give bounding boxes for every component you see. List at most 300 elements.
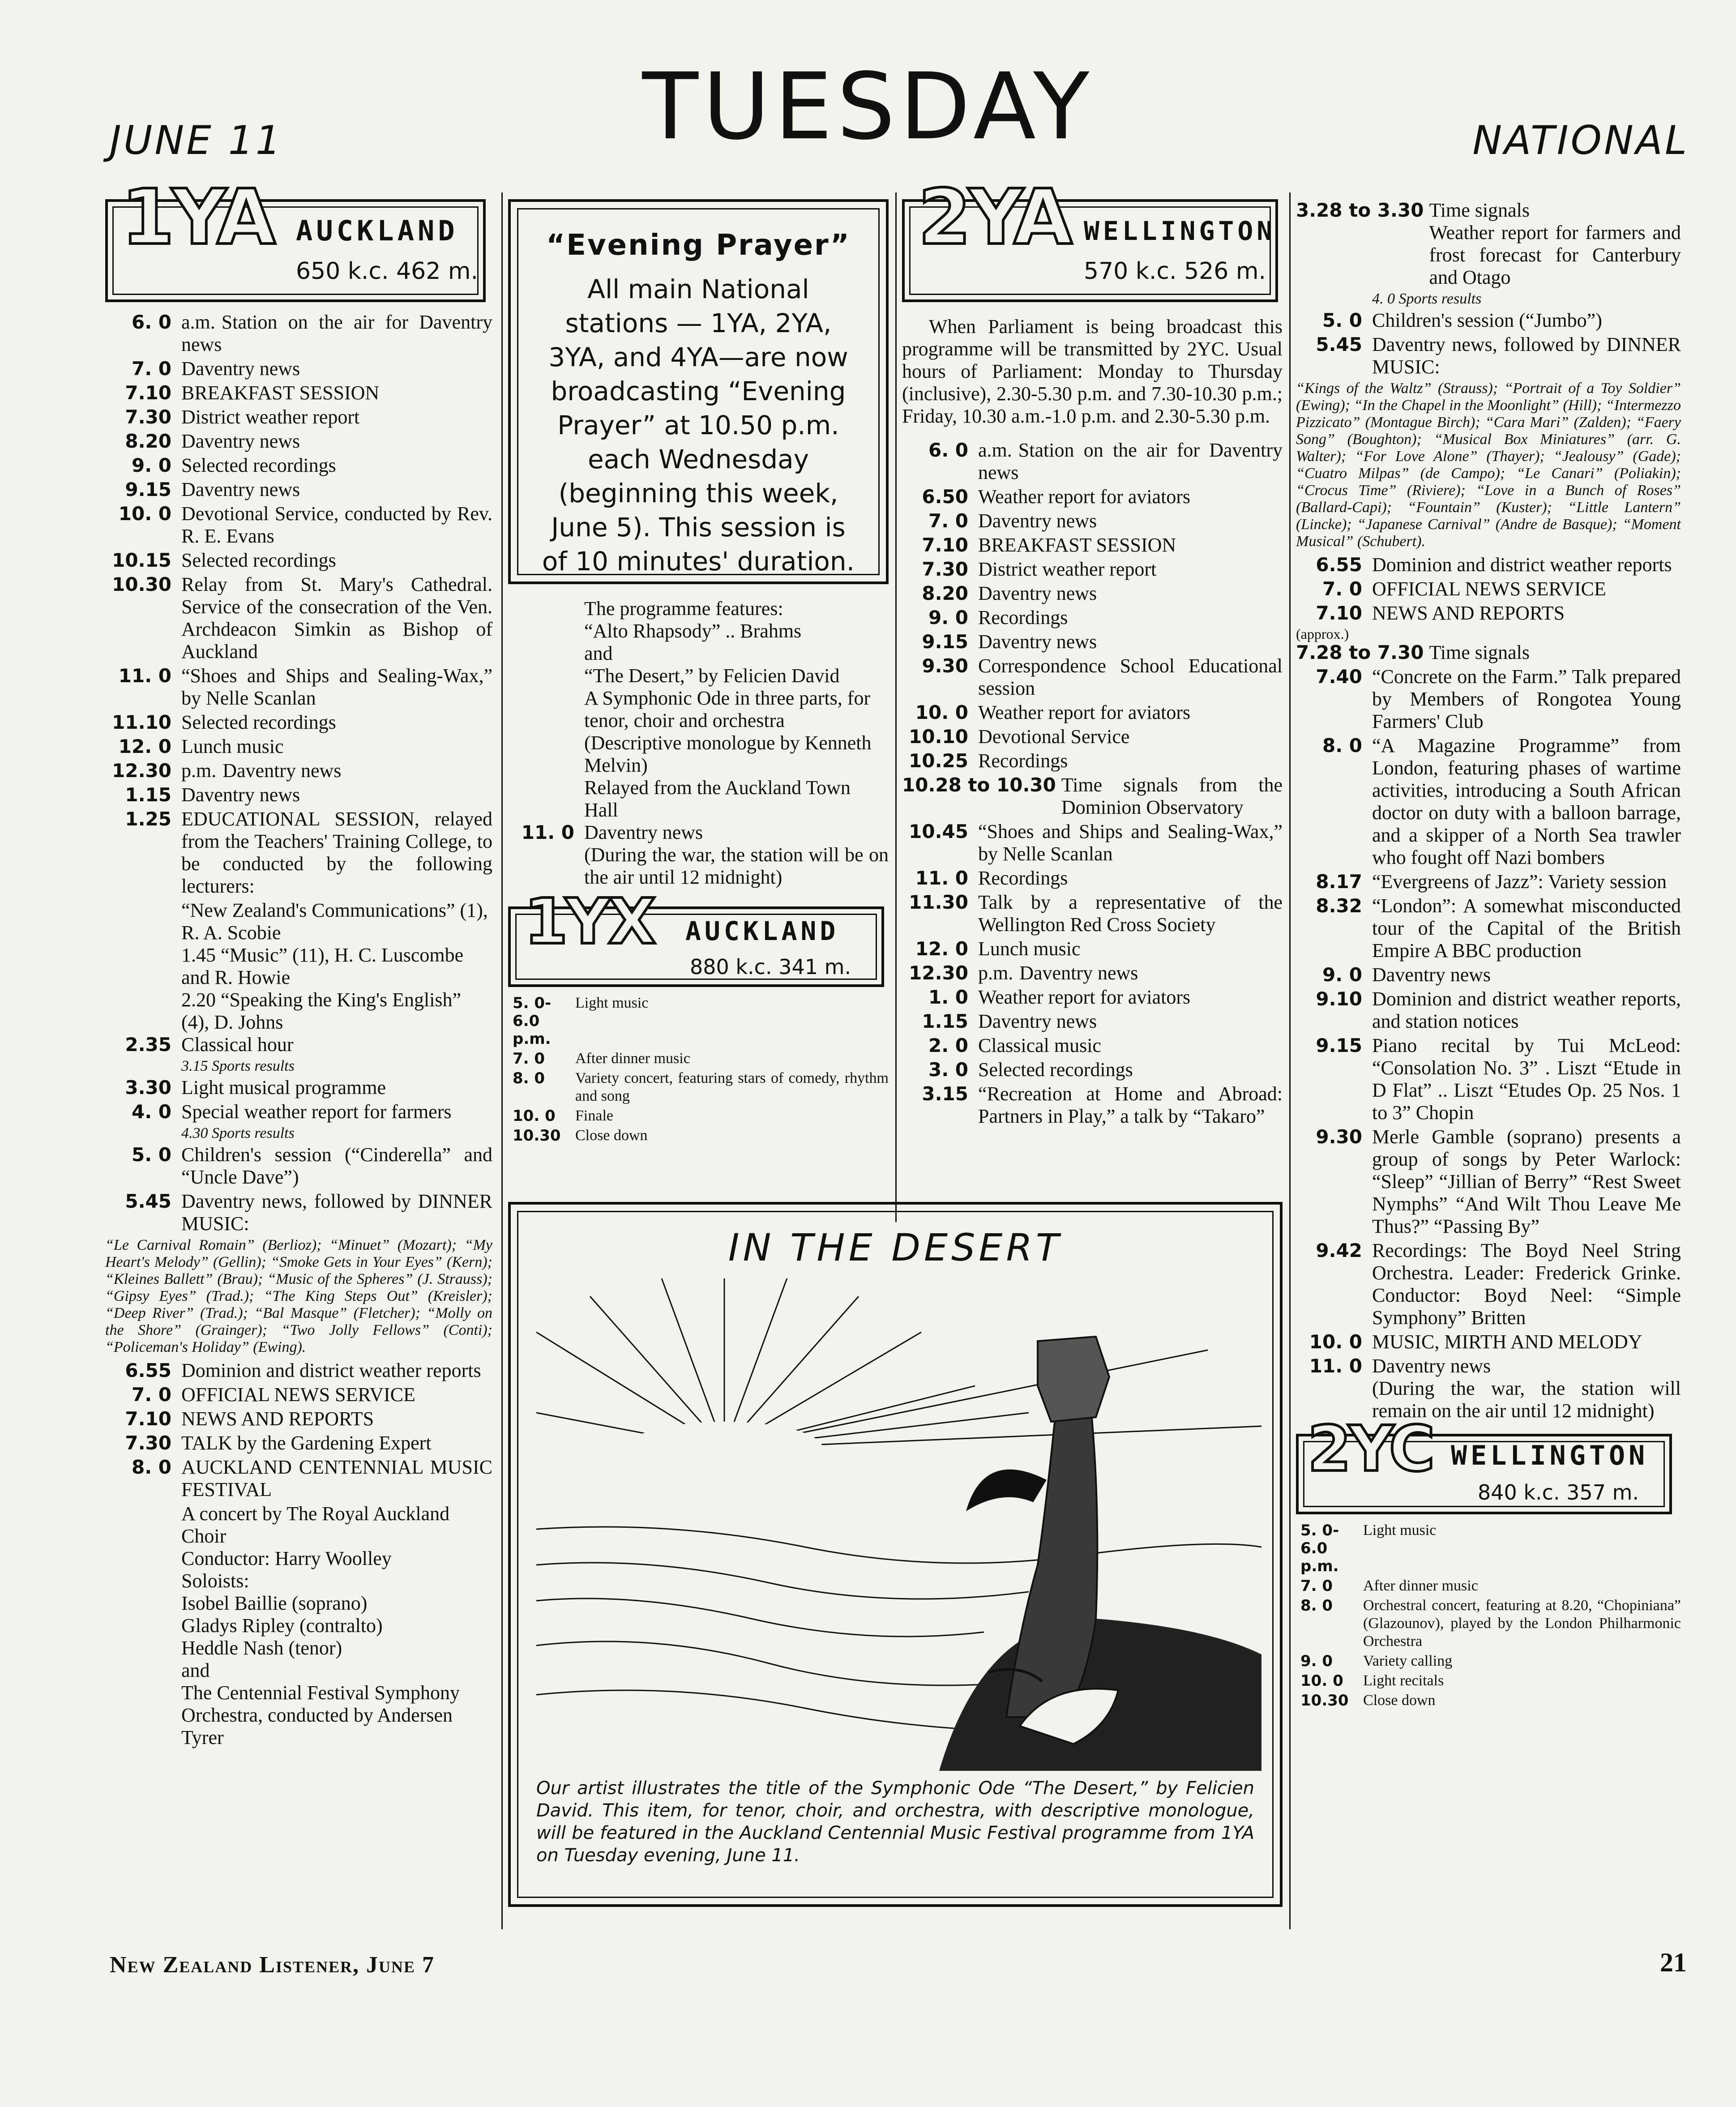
schedule-entry xyxy=(902,582,1283,605)
entry-description xyxy=(1372,1355,1681,1422)
entry-description xyxy=(978,1059,1283,1081)
entry-time: 12.30 xyxy=(909,962,968,984)
evening-prayer-title: “Evening Prayer” xyxy=(546,229,851,262)
schedule-entry xyxy=(1296,1652,1681,1670)
feature-line: (Descriptive monologue by Kenneth Melvin) xyxy=(584,732,872,776)
entry-text: Recordings xyxy=(978,607,1068,628)
entry-text: Daventry news xyxy=(1019,962,1138,984)
entry-description xyxy=(181,549,492,572)
entry-text: Selected recordings xyxy=(181,711,336,733)
entry-time: 7. 0 xyxy=(513,1050,545,1068)
entry-text: Daventry news, followed by DINNER MUSIC: xyxy=(1372,333,1681,378)
entry-time: 2. 0 xyxy=(928,1034,968,1056)
twoyc-logo xyxy=(1296,1413,1672,1514)
schedule-entry xyxy=(902,750,1283,772)
entry-time: 9.42 xyxy=(1316,1239,1362,1261)
entry-text: “Shoes and Ships and Sealing-Wax,” by Nelle Scanlan xyxy=(978,821,1283,865)
schedule-entry xyxy=(105,711,492,734)
entry-time: 6.55 xyxy=(125,1359,171,1381)
entry-time: 6.55 xyxy=(1316,554,1362,576)
entry-time: 9. 0 xyxy=(1300,1652,1333,1670)
schedule-entry xyxy=(902,534,1283,556)
entry-subnote: 4.30 Sports results xyxy=(181,1125,295,1141)
schedule-entry xyxy=(105,430,492,453)
entry-description xyxy=(1372,964,1681,986)
entry-time: 10. 0 xyxy=(118,503,171,525)
schedule-entry xyxy=(1296,1692,1681,1710)
entry-text: Daventry news xyxy=(181,358,300,380)
entry-description xyxy=(181,382,492,404)
entry-description xyxy=(978,962,1283,984)
entry-description xyxy=(1372,895,1681,962)
parliament-note: When Parliament is being broadcast this programme will be transmitted by 2YC. Usual hours of Parliament: Monday to Thursday (inclusive), 2.30-5.30 p.m. and 7.30-10.30 p.m.; Friday, 10.30 a.m.-1.0 p.m. and 2.30-5.30 p.m. xyxy=(902,316,1283,427)
entry-description xyxy=(181,665,492,709)
twoyc-city: WELLINGTON xyxy=(1451,1440,1649,1471)
schedule-entry xyxy=(1296,1331,1681,1353)
schedule-entry xyxy=(105,1077,492,1099)
entry-text: “Evergreens of Jazz”: Variety session xyxy=(1372,871,1667,893)
page-number: 21 xyxy=(1660,1948,1687,1977)
schedule-entry xyxy=(1296,309,1681,332)
entry-subnote: 4. 0 Sports results xyxy=(1372,291,1482,307)
schedule-entry xyxy=(1296,1577,1681,1595)
entry-text: Classical music xyxy=(978,1034,1101,1056)
schedule-entry xyxy=(902,655,1283,700)
in-the-desert-box xyxy=(508,1202,1283,1907)
iya-schedule-evening xyxy=(105,1359,492,1501)
entry-description xyxy=(1372,871,1681,893)
schedule-entry xyxy=(1296,1597,1681,1650)
entry-description xyxy=(181,406,492,428)
entry-description xyxy=(1372,1034,1681,1124)
festival-line: and xyxy=(181,1659,210,1681)
entry-text: OFFICIAL NEWS SERVICE xyxy=(1372,578,1606,600)
entry-time: 5. 0-6.0 p.m. xyxy=(1300,1521,1339,1575)
entry-text: Selected recordings xyxy=(181,454,336,476)
entry-description xyxy=(575,994,889,1048)
iya-call-sign: 1YA xyxy=(121,173,273,262)
entry-description xyxy=(1372,333,1681,378)
entry-time: 5.45 xyxy=(125,1190,171,1212)
lecture-line: 1.45 “Music” (11), H. C. Luscombe and R. Howie xyxy=(181,944,464,988)
entry-text: Weather report for aviators xyxy=(978,986,1191,1008)
entry-text: Lunch music xyxy=(978,938,1081,960)
entry-text: Selected recordings xyxy=(181,549,336,571)
entry-time: 3.15 xyxy=(922,1083,968,1105)
schedule-entry xyxy=(902,867,1283,889)
entry-text: Daventry news xyxy=(222,760,342,782)
entry-text: Daventry news xyxy=(978,1010,1097,1032)
entry-description xyxy=(1363,1692,1681,1710)
twoya-frequency: 570 k.c. 526 m. xyxy=(1084,258,1266,285)
entry-time: 9. 0 xyxy=(1322,964,1362,986)
entry-text: Close down xyxy=(575,1127,648,1144)
entry-text: Station on the air for Daventry news xyxy=(978,439,1283,483)
schedule-entry xyxy=(105,1359,492,1382)
lecture-line: 2.20 “Speaking the King's English” (4), D. Johns xyxy=(181,989,462,1033)
entry-time: 10.30 xyxy=(513,1127,561,1145)
entry-time: 9.30 xyxy=(1316,1126,1362,1148)
entry-time: 8. 0 xyxy=(1322,735,1362,756)
entry-description xyxy=(1372,309,1681,332)
entry-description xyxy=(1372,735,1681,869)
entry-time: 12. 0 xyxy=(915,938,968,960)
entry-time: 8.20 xyxy=(922,582,968,604)
entry-time: 9.10 xyxy=(1316,988,1362,1010)
entry-description xyxy=(978,534,1283,556)
twoya-dinner-music: “Kings of the Waltz” (Strauss); “Portrait of a Toy Soldier” (Ewing); “In the Chapel in the Moonlight” (Hill); “Intermezzo Pizzicato” (Montague Birch); “Cara Mari” (Zalden); “Faery Song” (Boughton); “Musical Box Miniatures” (arr. G. Walter); “For Love Alone” (Thayer); “Jealousy” (Gade); “Cuatro Milpas” (de Campo); “Le Canari” (Poliakin); “Crocus Time” (Riviere); “Love in a Bunch of Roses” (Ballard-Capi); “Fountain” (Kuster); “Little Lantern” (Lincke); “Japanese Carnival” (Andre de Basque); “Moment Musical” (Schubert). xyxy=(1296,380,1681,550)
schedule-entry xyxy=(902,986,1283,1009)
entry-text: Daventry news xyxy=(181,430,300,452)
entry-text: Lunch music xyxy=(181,735,284,757)
festival-line: Conductor: Harry Woolley xyxy=(181,1547,392,1569)
festival-line: Soloists: xyxy=(181,1570,249,1592)
features-list xyxy=(584,620,889,821)
schedule-entry xyxy=(902,821,1283,865)
entry-time: 1.15 xyxy=(125,784,171,806)
schedule-entry xyxy=(1296,1521,1681,1575)
entry-text: Weather report for aviators xyxy=(978,486,1191,508)
entry-text: Orchestral concert, featuring at 8.20, “Chopiniana” (Glazounov), played by the London Philharmonic Orchestra xyxy=(1363,1597,1681,1650)
twoya-evening-schedule xyxy=(1296,554,1681,1422)
desert-illustration xyxy=(536,1278,1261,1771)
entry-time: 11. 0 xyxy=(1309,1355,1362,1377)
festival-line: A concert by The Royal Auckland Choir xyxy=(181,1503,450,1547)
schedule-entry xyxy=(902,701,1283,724)
feature-line: “Alto Rhapsody” .. Brahms xyxy=(584,620,802,642)
entry-text: District weather report xyxy=(181,406,360,428)
feature-line: Relayed from the Auckland Town Hall xyxy=(584,777,851,821)
iya-frequency: 650 k.c. 462 m. xyxy=(296,258,479,285)
schedule-entry xyxy=(105,382,492,404)
entry-description xyxy=(1429,199,1681,289)
entry-text: TALK by the Gardening Expert xyxy=(181,1432,432,1454)
entry-text: After dinner music xyxy=(575,1050,690,1067)
schedule-entry xyxy=(1296,641,1681,664)
schedule-entry xyxy=(1296,871,1681,893)
schedule-entry xyxy=(1296,895,1681,962)
schedule-entry xyxy=(508,1107,889,1125)
entry-description xyxy=(181,1190,492,1235)
entry-time: 6. 0 xyxy=(131,311,171,333)
entry-text: Daventry news xyxy=(1372,1355,1491,1377)
entry-text: District weather report xyxy=(978,558,1157,580)
entry-description xyxy=(978,938,1283,960)
entry-description xyxy=(978,891,1283,936)
entry-text: Dominion and district weather reports, and station notices xyxy=(1372,988,1681,1032)
twoya-city: WELLINGTON xyxy=(1084,216,1276,246)
schedule-entry xyxy=(105,479,492,501)
entry-time: 7.40 xyxy=(1316,666,1362,688)
entry-description xyxy=(978,439,1283,484)
entry-description xyxy=(575,1050,889,1068)
entry-description xyxy=(181,503,492,547)
desert-title: IN THE DESERT xyxy=(728,1226,1063,1269)
iyx-schedule xyxy=(508,994,889,1145)
column-rule xyxy=(501,192,503,1929)
entry-time: 7.10 xyxy=(1316,602,1362,624)
entry-text: Piano recital by Tui McLeod: “Consolation No. 3” . Liszt “Etude in D Flat” .. Liszt “Etudes Op. 25 Nos. 1 to 3” Chopin xyxy=(1372,1034,1681,1124)
schedule-entry xyxy=(105,573,492,663)
schedule-entry xyxy=(1296,1672,1681,1690)
iyx-logo xyxy=(508,885,884,987)
entry-time: 10.10 xyxy=(909,726,968,748)
schedule-entry xyxy=(508,994,889,1048)
entry-time: 9. 0 xyxy=(928,607,968,628)
festival-line: Gladys Ripley (contralto) xyxy=(181,1615,383,1637)
entry-time: 8. 0 xyxy=(131,1456,171,1478)
entry-time: 5. 0 xyxy=(1322,309,1362,331)
entry-text: Special weather report for farmers xyxy=(181,1101,452,1123)
entry-text: BREAKFAST SESSION xyxy=(978,534,1176,556)
entry-text: “London”: A somewhat misconducted tour of the Capital of the British Empire A BBC production xyxy=(1372,895,1681,962)
entry-time: 10.15 xyxy=(112,549,171,571)
entry-text: Devotional Service, conducted by Rev. R. E. Evans xyxy=(181,503,492,547)
schedule-entry xyxy=(902,774,1283,819)
entry-description xyxy=(978,821,1283,865)
schedule-entry xyxy=(1296,1355,1681,1422)
entry-description xyxy=(181,1077,492,1099)
twoya-logo xyxy=(902,173,1278,302)
entry-description xyxy=(1372,1331,1681,1353)
schedule-entry xyxy=(1296,199,1681,289)
schedule-entry xyxy=(1296,333,1681,378)
entry-time: 10.30 xyxy=(112,573,171,595)
entry-time: 7.10 xyxy=(125,1408,171,1430)
footer-publication: New Zealand Listener, June 7 xyxy=(110,1952,435,1978)
evening-prayer-box xyxy=(508,199,889,584)
entry-time: 7.30 xyxy=(922,558,968,580)
entry-text: Dominion and district weather reports xyxy=(181,1359,481,1381)
entry-time: 3. 0 xyxy=(928,1059,968,1081)
entry-description xyxy=(181,711,492,734)
entry-text: NEWS AND REPORTS xyxy=(1372,602,1565,624)
entry-time: 10. 0 xyxy=(513,1107,556,1125)
entry-time: 9. 0 xyxy=(131,454,171,476)
entry-description xyxy=(181,311,492,356)
entry-text: Selected recordings xyxy=(978,1059,1133,1081)
entry-time-suffix: p.m. xyxy=(978,962,1013,984)
entry-text: “A Magazine Programme” from London, featuring phases of wartime activities, introducing a South African doctor on duty with a balloon barrage, and a skipper of a North Sea trawler who fought off Nazi bombers xyxy=(1372,735,1681,868)
evening-prayer-body: All main National stations — 1YA, 2YA, 3YA, and 4YA—are now broadcasting “Evening Prayer” at 10.50 p.m. each Wednesday (beginning this week, June 5). This session is of 10 minutes' duration. xyxy=(542,274,855,577)
schedule-entry xyxy=(105,358,492,380)
entry-text: Variety calling xyxy=(1363,1653,1453,1669)
schedule-entry xyxy=(1296,1126,1681,1238)
entry-text: Relay from St. Mary's Cathedral. Service of the consecration of the Ven. Archdeacon Simkin as Bishop of Auckland xyxy=(181,573,492,662)
entry-subnote: 3.15 Sports results xyxy=(181,1058,295,1074)
entry-time: 8.20 xyxy=(125,430,171,452)
schedule-entry xyxy=(902,631,1283,653)
schedule-entry xyxy=(902,962,1283,984)
entry-text: Recordings: The Boyd Neel String Orchestra. Leader: Frederick Grinke. Conductor: Boyd Neel: “Simple Symphony” Britten xyxy=(1372,1239,1681,1329)
iya-dinner-music: “Le Carnival Romain” (Berlioz); “Minuet” (Mozart); “My Heart's Melody” (Gellin); “Smoke Gets in Your Eyes” (Kern); “Kleines Ballett” (Brau); “Music of the Spheres” (J. Strauss); “Gipsy Eyes” (Trad.); “The King Steps Out” (Kreisler); “Deep River” (Trad.); “Bal Masque” (Fletcher); “Molly on the Shore” (Grainger); “Two Jolly Fellows” (Conti); “Policeman's Holiday” (Ewing). xyxy=(105,1237,492,1355)
schedule-entry xyxy=(1296,554,1681,576)
desert-caption: Our artist illustrates the title of the Symphonic Ode “The Desert,” by Felicien David. This item, for tenor, choir, and orchestra, with descriptive monologue, will be featured in the Auckland Centennial Music Festival programme from 1YA on Tuesday evening, June 11. xyxy=(536,1778,1254,1866)
entry-description xyxy=(1429,641,1681,664)
schedule-entry xyxy=(902,439,1283,484)
page-day-title: TUESDAY xyxy=(642,54,1094,160)
entry-text: Light music xyxy=(1363,1522,1437,1539)
entry-time: 6. 0 xyxy=(928,439,968,461)
entry-time: 11. 0 xyxy=(118,665,171,687)
schedule-entry xyxy=(902,1034,1283,1057)
twoya-column xyxy=(902,173,1283,1129)
entry-time: 7. 0 xyxy=(928,510,968,532)
entry-text: Recordings xyxy=(978,750,1068,772)
entry-text: Daventry news xyxy=(978,510,1097,532)
entry-text: Children's session (“Jumbo”) xyxy=(1372,309,1602,331)
entry-text: Correspondence School Educational session xyxy=(978,655,1283,699)
entry-text: OFFICIAL NEWS SERVICE xyxy=(181,1384,415,1406)
entry-time: 7.10 xyxy=(922,534,968,556)
entry-description xyxy=(181,1034,492,1056)
twoyc-frequency: 840 k.c. 357 m. xyxy=(1478,1480,1639,1504)
schedule-entry xyxy=(1296,578,1681,600)
entry-description xyxy=(181,1456,492,1501)
schedule-entry xyxy=(1296,964,1681,986)
entry-description xyxy=(978,486,1283,508)
feature-line: “The Desert,” by Felicien David xyxy=(584,665,840,687)
entry-text: Daventry news xyxy=(978,582,1097,604)
schedule-entry xyxy=(902,891,1283,936)
entry-time: 9.15 xyxy=(1316,1034,1362,1056)
iya-lectures xyxy=(105,899,492,1034)
entry-description xyxy=(978,1034,1283,1057)
schedule-entry xyxy=(902,938,1283,960)
entry-time: 7.30 xyxy=(125,1432,171,1454)
schedule-entry xyxy=(105,808,492,898)
entry-time: 10.30 xyxy=(1300,1692,1349,1710)
column-rule xyxy=(1289,192,1291,1929)
entry-time: 3.28 to 3.30 xyxy=(1296,199,1424,221)
entry-text: Daventry news xyxy=(181,479,300,500)
schedule-entry xyxy=(1296,735,1681,869)
entry-description xyxy=(181,1144,492,1188)
entry-text: Weather report for aviators xyxy=(978,701,1191,723)
entry-text: Dominion and district weather reports xyxy=(1372,554,1672,576)
entry-description xyxy=(575,1069,889,1105)
entry-time: 5. 0 xyxy=(131,1144,171,1166)
entry-time: 7.10 xyxy=(125,382,171,404)
entry-text: Variety concert, featuring stars of comedy, rhythm and song xyxy=(575,1070,889,1104)
entry-description xyxy=(978,607,1283,629)
entry-description xyxy=(181,735,492,758)
schedule-entry xyxy=(1296,988,1681,1033)
entry-description xyxy=(978,582,1283,605)
entry-text: Daventry news, followed by DINNER MUSIC: xyxy=(181,1190,492,1235)
entry-description xyxy=(1372,602,1681,624)
entry-description xyxy=(1372,1126,1681,1238)
entry-time: 10.28 to 10.30 xyxy=(902,774,1056,796)
approx-note: (approx.) xyxy=(1296,626,1349,642)
entry-description xyxy=(1363,1597,1681,1650)
entry-description xyxy=(978,701,1283,724)
page-date: JUNE 11 xyxy=(110,117,283,163)
entry-time: 10.25 xyxy=(909,750,968,772)
schedule-entry xyxy=(105,1101,492,1123)
entry-description xyxy=(978,631,1283,653)
entry-description xyxy=(181,808,492,898)
twoyc-call-sign: 2YC xyxy=(1308,1413,1432,1486)
entry-time: 9.15 xyxy=(922,631,968,653)
entry-description xyxy=(181,760,492,782)
schedule-entry xyxy=(508,1127,889,1145)
entry-description xyxy=(1363,1672,1681,1690)
entry-continuation: (During the war, the station will remain on the air until 12 midnight) xyxy=(1372,1377,1681,1422)
schedule-entry xyxy=(105,1144,492,1188)
service-label: NATIONAL xyxy=(1472,117,1689,163)
entry-text: Finale xyxy=(575,1107,613,1124)
entry-time: 8.32 xyxy=(1316,895,1362,917)
schedule-entry xyxy=(1296,1239,1681,1329)
schedule-entry xyxy=(105,503,492,547)
schedule-entry xyxy=(508,1069,889,1105)
entry-description xyxy=(1372,666,1681,733)
entry-time: 7. 0 xyxy=(131,358,171,380)
twoya-afternoon-schedule xyxy=(1296,199,1681,378)
entry-text: Time signals xyxy=(1429,199,1530,221)
entry-description xyxy=(978,558,1283,581)
entry-text: Station on the air for Daventry news xyxy=(181,311,492,355)
entry-description xyxy=(978,867,1283,889)
festival-line: Heddle Nash (tenor) xyxy=(181,1637,342,1659)
entry-description xyxy=(181,1359,492,1382)
entry-description xyxy=(978,726,1283,748)
entry-description xyxy=(978,1083,1283,1128)
schedule-entry xyxy=(902,510,1283,532)
entry-time-suffix: a.m. xyxy=(978,439,1012,461)
schedule-entry xyxy=(105,1408,492,1430)
schedule-entry xyxy=(1296,1034,1681,1124)
entry-text: Daventry news xyxy=(584,821,703,843)
entry-continuation: Weather report for farmers and frost forecast for Canterbury and Otago xyxy=(1429,222,1681,288)
schedule-entry xyxy=(105,311,492,356)
entry-text: “Shoes and Ships and Sealing-Wax,” by Nelle Scanlan xyxy=(181,665,492,709)
entry-time: 3.30 xyxy=(125,1077,171,1098)
entry-time: 12.30 xyxy=(112,760,171,782)
entry-description xyxy=(181,454,492,477)
iya-schedule-afternoon xyxy=(105,1034,492,1235)
schedule-entry xyxy=(902,726,1283,748)
entry-description xyxy=(1372,1239,1681,1329)
entry-description xyxy=(575,1107,889,1125)
entry-text: AUCKLAND CENTENNIAL MUSIC FESTIVAL xyxy=(181,1456,492,1500)
iya-city: AUCKLAND xyxy=(296,214,458,247)
entry-description xyxy=(181,358,492,380)
schedule-entry xyxy=(105,1190,492,1235)
entry-text: Merle Gamble (soprano) presents a group of songs by Peter Warlock: “Sleep” “Jillian of Berry” “Rest Sweet Nymphs” “And Wilt Thou Leave Me Thus?” “Passing By” xyxy=(1372,1126,1681,1237)
entry-time: 6.50 xyxy=(922,486,968,508)
entry-time: 5. 0-6.0 p.m. xyxy=(513,994,552,1048)
column-rule xyxy=(895,192,897,1222)
schedule-entry xyxy=(902,1083,1283,1128)
schedule-entry xyxy=(105,735,492,758)
schedule-entry xyxy=(105,665,492,709)
entry-time: 8.17 xyxy=(1316,871,1362,893)
entry-description xyxy=(1061,774,1283,819)
feature-line: A Symphonic Ode in three parts, for tenor, choir and orchestra xyxy=(584,687,871,731)
entry-time: 7. 0 xyxy=(1322,578,1362,600)
schedule-entry xyxy=(508,821,889,889)
schedule-entry xyxy=(508,1050,889,1068)
twoya-evening-column xyxy=(1296,199,1681,1711)
schedule-entry xyxy=(105,784,492,806)
entry-time: 9.30 xyxy=(922,655,968,677)
schedule-entry xyxy=(902,1059,1283,1081)
entry-description xyxy=(181,1408,492,1430)
middle-column xyxy=(508,199,889,1146)
entry-time: 4. 0 xyxy=(131,1101,171,1123)
